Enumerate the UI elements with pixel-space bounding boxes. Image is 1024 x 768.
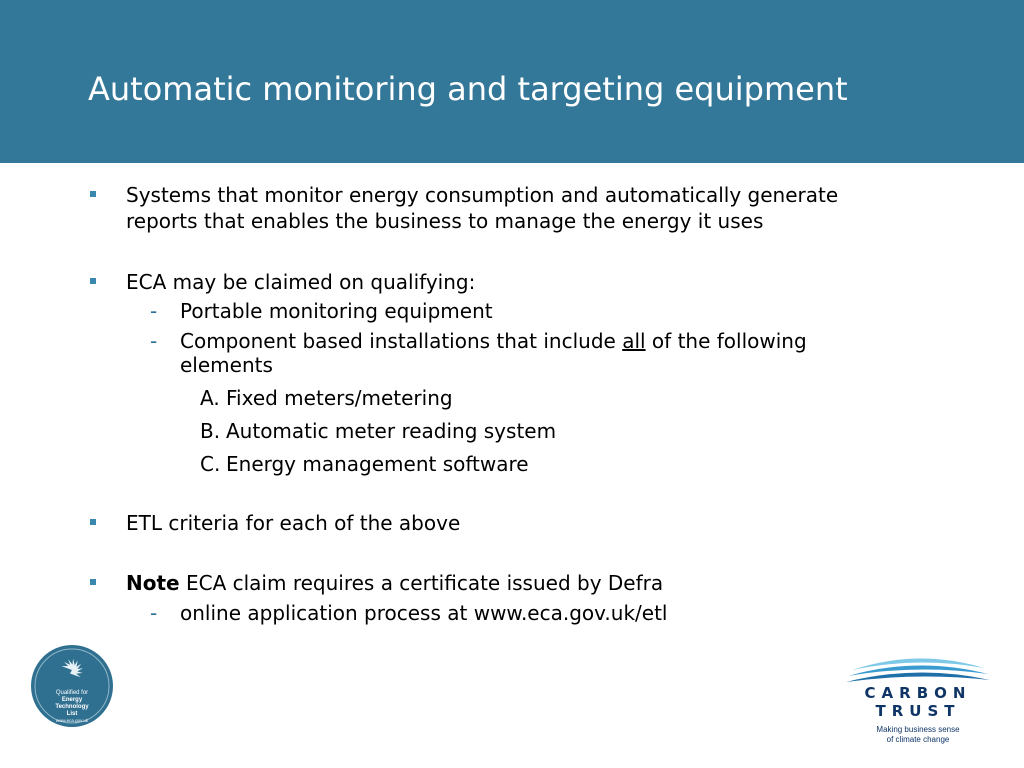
dash-icon: -: [150, 329, 158, 353]
bullet-icon: [90, 519, 96, 525]
bullet-4-text: [126, 571, 663, 595]
eca-line-3: Technology: [55, 704, 89, 710]
list-item-c: Energy management software: [226, 452, 529, 476]
sub-item-component: [180, 329, 807, 353]
carbon-trust-tagline-1: Making business sense: [876, 725, 960, 734]
bullet-1-line-1: Systems that monitor energy consumption and automatically generate: [126, 183, 839, 207]
bullet-1-line-2: reports that enables the business to manage the energy it uses: [126, 209, 764, 233]
sub-item-online: online application process at www.eca.gov.uk/etl: [180, 601, 668, 625]
sub-item-component-line-2: elements: [180, 353, 273, 377]
carbon-trust-tagline-2: of climate change: [886, 735, 950, 744]
list-marker-a: A.: [200, 386, 220, 410]
sub-item-component-before: Component based installations that include: [180, 329, 623, 353]
eca-etl-seal-icon: [28, 642, 116, 730]
eca-line-2: Energy: [61, 697, 83, 703]
list-item-a: Fixed meters/metering: [226, 386, 453, 410]
carbon-trust-word-2: TRUST: [875, 702, 961, 720]
bullet-icon: [90, 278, 96, 284]
note-text: ECA claim requires a certificate issued by Defra: [179, 571, 664, 595]
carbon-trust-waves-icon: [844, 650, 992, 684]
carbon-trust-word-1: CARBON: [864, 684, 972, 702]
slide-title: Automatic monitoring and targeting equipment: [88, 70, 848, 108]
bullet-3-text: ETL criteria for each of the above: [126, 511, 461, 535]
sub-item-component-all: all: [622, 329, 646, 353]
eca-line-1: Qualified for: [55, 690, 89, 696]
dash-icon: -: [150, 299, 158, 323]
sub-item-portable: Portable monitoring equipment: [180, 299, 493, 323]
carbon-trust-logo: [844, 650, 992, 746]
dash-icon: -: [150, 601, 158, 625]
bullet-2-text: ECA may be claimed on qualifying:: [126, 270, 476, 294]
note-label: Note: [126, 571, 180, 595]
eca-line-4: List: [66, 711, 78, 717]
bullet-icon: [90, 191, 96, 197]
list-item-b: Automatic meter reading system: [226, 419, 557, 443]
bullet-icon: [90, 579, 96, 585]
sub-item-component-after: of the following: [645, 329, 807, 353]
list-marker-b: B.: [200, 419, 221, 443]
eca-line-5: www.eca.gov.uk: [55, 718, 89, 723]
list-marker-c: C.: [200, 452, 221, 476]
